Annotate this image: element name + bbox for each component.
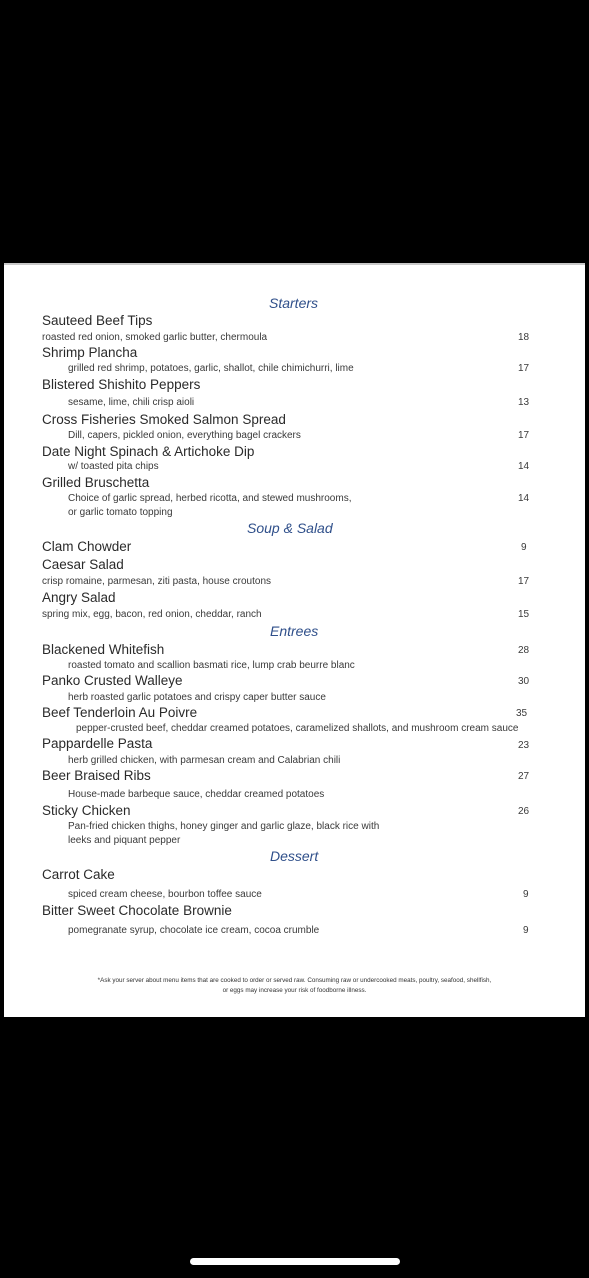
menu-item-description: or garlic tomato topping [68,507,173,518]
menu-item-price: 15 [518,609,530,620]
menu-item-name: Clam Chowder [42,539,132,554]
menu-item-description: w/ toasted pita chips [68,461,159,472]
menu-item-description: grilled red shrimp, potatoes, garlic, shallot, chile chimichurri, lime [68,363,354,374]
menu-item-name: Caesar Salad [42,557,124,572]
menu-item-price: 17 [518,430,530,441]
menu-item-name: Pappardelle Pasta [42,736,153,751]
menu-item-price: 23 [518,740,530,751]
menu-page [4,263,585,1017]
section-heading-starters: Starters [269,295,319,311]
menu-item-name: Panko Crusted Walleye [42,673,183,688]
menu-item-name: Shrimp Plancha [42,345,138,360]
menu-item-price: 17 [518,363,530,374]
menu-item-price: 14 [518,493,530,504]
menu-item-description: herb roasted garlic potatoes and crispy caper butter sauce [68,692,326,703]
menu-item-description: sesame, lime, chili crisp aioli [68,397,195,408]
menu-item-description: roasted red onion, smoked garlic butter, chermoula [42,332,268,343]
menu-item-description: crisp romaine, parmesan, ziti pasta, house croutons [42,576,271,587]
menu-item-price: 17 [518,576,530,587]
section-heading-entrees: Entrees [270,623,319,639]
menu-item-description: pomegranate syrup, chocolate ice cream, cocoa crumble [68,925,320,936]
menu-item-price: 9 [523,889,529,900]
menu-item-name: Sauteed Beef Tips [42,313,153,328]
menu-item-description: leeks and piquant pepper [68,835,181,846]
menu-item-price: 27 [518,771,530,782]
menu-item-description: spiced cream cheese, bourbon toffee sauce [68,889,262,900]
menu-item-description: herb grilled chicken, with parmesan cream and Calabrian chili [68,755,341,766]
menu-item-name: Sticky Chicken [42,803,131,818]
disclaimer-line: or eggs may increase your risk of foodborne illness. [222,987,367,994]
menu-item-description: Choice of garlic spread, herbed ricotta, and stewed mushrooms, [68,493,352,504]
menu-item-price: 18 [518,332,530,343]
section-heading-dessert: Dessert [270,848,319,864]
menu-item-name: Blackened Whitefish [42,642,165,657]
menu-item-description: spring mix, egg, bacon, red onion, cheddar, ranch [42,609,262,620]
disclaimer-line: *Ask your server about menu items that are cooked to order or served raw. Consuming raw or undercooked meats, poultry, seafood, shellfish, [97,977,492,984]
section-heading-soup-salad: Soup & Salad [247,520,333,536]
menu-item-name: Blistered Shishito Peppers [42,377,201,392]
menu-item-name: Cross Fisheries Smoked Salmon Spread [42,412,286,427]
menu-item-name: Date Night Spinach & Artichoke Dip [42,444,255,459]
menu-item-price: 13 [518,397,530,408]
home-indicator-bar[interactable] [190,1258,400,1265]
menu-item-description: House-made barbeque sauce, cheddar creamed potatoes [68,789,325,800]
menu-item-name: Beef Tenderloin Au Poivre [42,705,198,720]
menu-item-name: Beer Braised Ribs [42,768,151,783]
menu-item-description: roasted tomato and scallion basmati rice, lump crab beurre blanc [68,660,355,671]
menu-item-name: Bitter Sweet Chocolate Brownie [42,903,232,918]
menu-item-description: Pan-fried chicken thighs, honey ginger and garlic glaze, black rice with [68,821,380,832]
menu-item-price: 9 [523,925,529,936]
menu-item-price: 9 [521,542,527,553]
menu-item-price: 14 [518,461,530,472]
menu-item-name: Carrot Cake [42,867,115,882]
menu-item-name: Angry Salad [42,590,116,605]
menu-item-price: 26 [518,806,530,817]
menu-item-description: pepper-crusted beef, cheddar creamed potatoes, caramelized shallots, and mushroom cream sauce [76,723,519,734]
menu-item-price: 30 [518,676,530,687]
menu-item-description: Dill, capers, pickled onion, everything bagel crackers [68,430,301,441]
menu-item-price: 28 [518,645,530,656]
menu-item-name: Grilled Bruschetta [42,475,150,490]
menu-item-price: 35 [516,708,528,719]
